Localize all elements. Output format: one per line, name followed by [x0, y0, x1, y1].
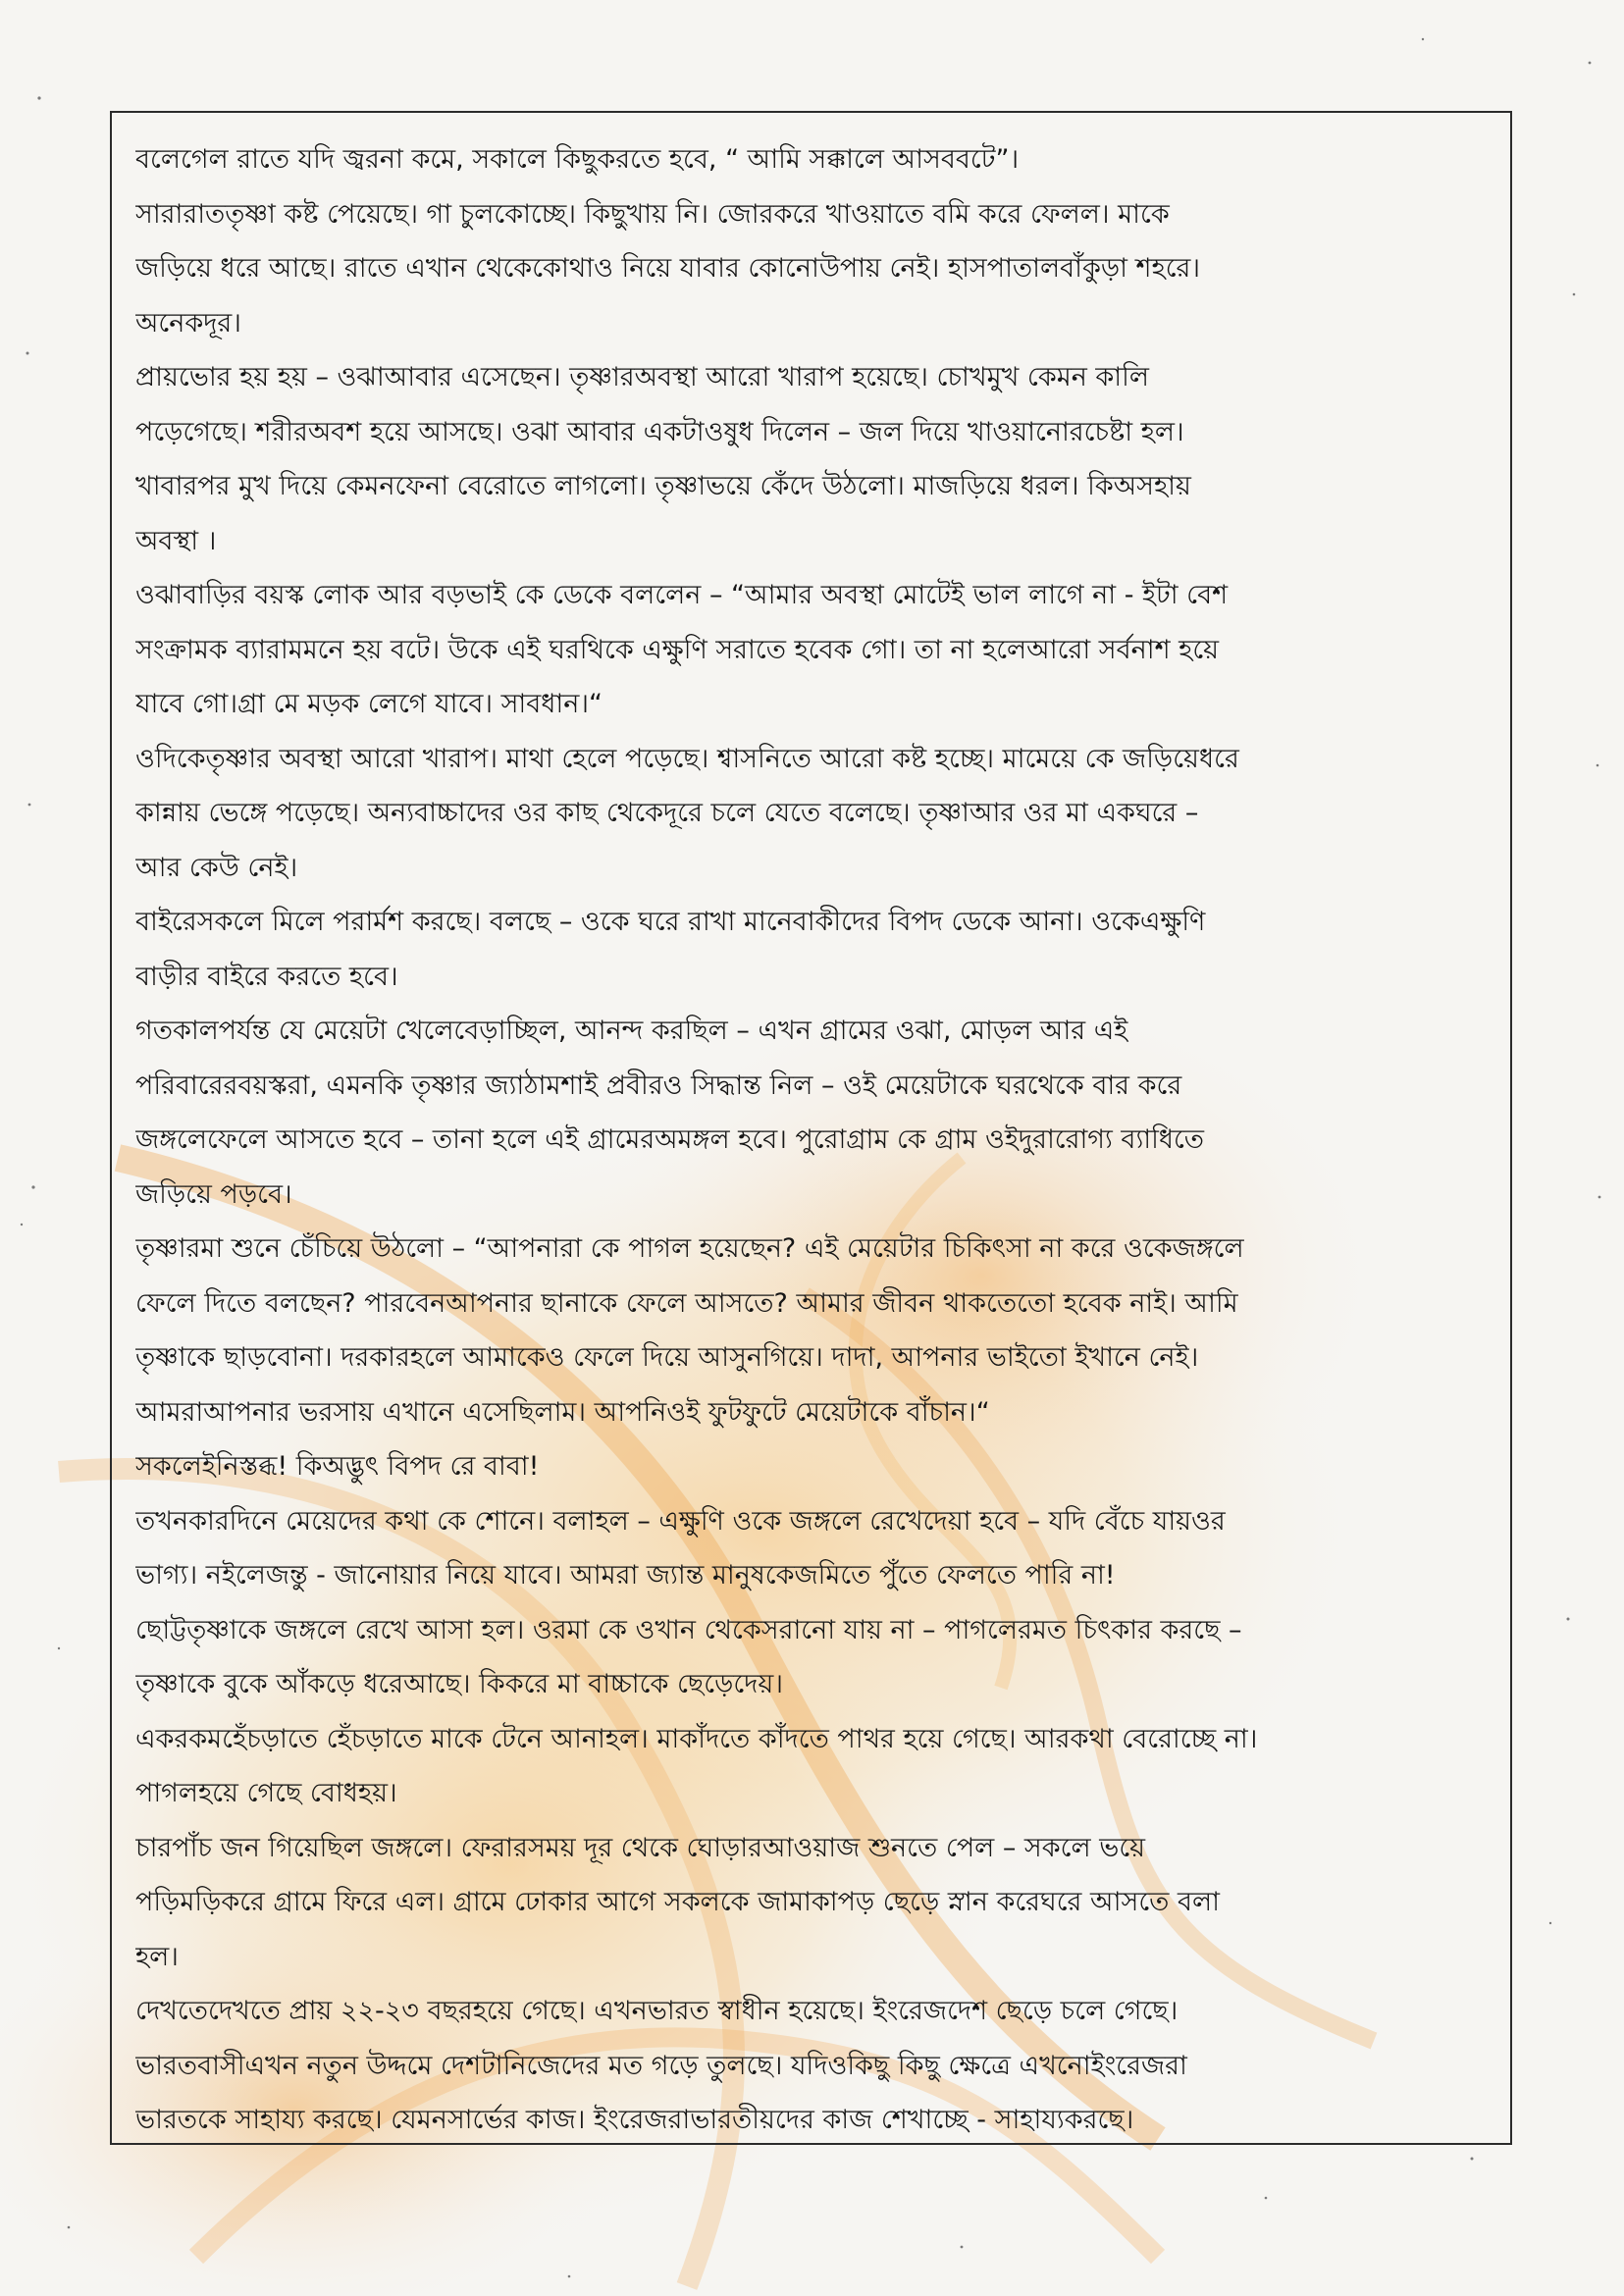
text-line-1: বলেগেল রাতে যদি জ্বরনা কমে, সকালে কিছুকরতে হবে, “ আমি সক্কালে আসববটে”। [135, 144, 1020, 175]
text-line-16: বাড়ীর বাইরে করতে হবে। [135, 961, 398, 992]
text-line-12: ওদিকেতৃষ্ণার অবস্থা আরো খারাপ। মাথা হেলে পড়েছে। শ্বাসনিতে আরো কষ্ট হচ্ছে। মামেয়ে কে জড়িয়েধরে [135, 743, 1239, 774]
text-line-32: চারপাঁচ জন গিয়েছিল জঙ্গলে। ফেরারসময় দূর থেকে ঘোড়ারআওয়াজ শুনতে পেল – সকলে ভয়ে [135, 1832, 1146, 1863]
text-line-4: অনেকদূর। [135, 307, 241, 339]
text-line-3: জড়িয়ে ধরে আছে। রাতে এখান থেকেকোথাও নিয়ে যাবার কোনোউপায় নেই। হাসপাতালবাঁকুড়া শহরে। [135, 253, 1201, 284]
text-line-14: আর কেউ নেই। [135, 852, 298, 883]
text-line-21: তৃষ্ণারমা শুনে চেঁচিয়ে উঠলো – “আপনারা কে পাগল হয়েছেন? এই মেয়েটার চিকিৎসা না করে ওকেজঙ্গলে [135, 1233, 1244, 1264]
text-line-13: কান্নায় ভেঙ্গে পড়েছে। অন্যবাচ্চাদের ওর কাছ থেকেদূরে চলে যেতে বলেছে। তৃষ্ণাআর ওর মা একঘরে – [135, 798, 1199, 828]
text-line-5: প্রায়ভোর হয় হয় – ওঝাআবার এসেছেন। তৃষ্ণারঅবস্থা আরো খারাপ হয়েছে। চোখমুখ কেমন কালি [135, 362, 1149, 392]
text-line-26: তখনকারদিনে মেয়েদের কথা কে শোনে। বলাহল – এক্ষুণি ওকে জঙ্গলে রেখেদেয়া হবে – যদি বেঁচে যায়ওর [135, 1505, 1226, 1537]
text-line-36: ভারতবাসীএখন নতুন উদ্দমে দেশটানিজেদের মত গড়ে তুলছে। যদিওকিছু কিছু ক্ষেত্রে এখনোইংরেজরা [135, 2050, 1187, 2081]
text-line-6: পড়েগেছে। শরীরঅবশ হয়ে আসছে। ওঝা আবার একটাওষুধ দিলেন – জল দিয়ে খাওয়ানোরচেষ্টা হল। [135, 416, 1184, 447]
text-line-28: ছোট্টতৃষ্ণাকে জঙ্গলে রেখে আসা হল। ওরমা কে ওখান থেকেসরানো যায় না – পাগলেরমত চিৎকার করছে – [135, 1614, 1242, 1645]
text-line-2: সারারাততৃষ্ণা কষ্ট পেয়েছে। গা চুলকোচ্ছে। কিছুখায় নি। জোরকরে খাওয়াতে বমি করে ফেলল। মাকে [135, 198, 1170, 230]
text-line-25: সকলেইনিস্তব্ধ! কিঅদ্ভুৎ বিপদ রে বাবা! [135, 1451, 540, 1482]
text-line-23: তৃষ্ণাকে ছাড়বোনা। দরকারহলে আমাকেও ফেলে দিয়ে আসুনগিয়ে। দাদা, আপনার ভাইতো ইখানে নেই। [135, 1342, 1199, 1373]
text-frame [110, 111, 1512, 2145]
text-line-18: পরিবারেরবয়স্করা, এমনকি তৃষ্ণার জ্যাঠামশাই প্রবীরও সিদ্ধান্ত নিল – ওই মেয়েটাকে ঘরথেকে বার করে [135, 1070, 1182, 1101]
text-line-27: ভাগ্য। নইলেজন্তু - জানোয়ার নিয়ে যাবে। আমরা জ্যান্ত মানুষকেজমিতে পুঁতে ফেলতে পারি না! [135, 1560, 1116, 1591]
text-line-9: ওঝাবাড়ির বয়স্ক লোক আর বড়ভাই কে ডেকে বললেন – “আমার অবস্থা মোটেই ভাল লাগে না - ইটা বেশ [135, 580, 1229, 610]
text-line-20: জড়িয়ে পড়বে। [135, 1178, 292, 1210]
text-line-24: আমরাআপনার ভরসায় এখানে এসেছিলাম। আপনিওই ফুটফুটে মেয়েটাকে বাঁচান।“ [135, 1396, 990, 1428]
text-line-33: পড়িমড়িকরে গ্রামে ফিরে এল। গ্রামে ঢোকার আগে সকলকে জামাকাপড় ছেড়ে স্নান করেঘরে আসতে বলা [135, 1887, 1220, 1917]
text-line-19: জঙ্গলেফেলে আসতে হবে – তানা হলে এই গ্রামেরঅমঙ্গল হবে। পুরোগ্রাম কে গ্রাম ওইদুরারোগ্য ব্যাধিতে [135, 1124, 1205, 1155]
text-line-31: পাগলহয়ে গেছে বোধহয়। [135, 1778, 397, 1808]
text-line-22: ফেলে দিতে বলছেন? পারবেনআপনার ছানাকে ফেলে আসতে? আমার জীবন থাকতেতো হবেক নাই। আমি [135, 1287, 1238, 1319]
text-line-34: হল। [135, 1941, 179, 1972]
text-line-35: দেখতেদেখতে প্রায় ২২-২৩ বছরহয়ে গেছে। এখনভারত স্বাধীন হয়েছে। ইংরেজদেশ ছেড়ে চলে গেছে। [135, 1996, 1179, 2026]
text-line-8: অবস্থা । [135, 525, 217, 556]
text-line-10: সংক্রামক ব্যারামমনে হয় বটে। উকে এই ঘরথিকে এক্ষুণি সরাতে হবেক গো। তা না হলেআরো সর্বনাশ হয়ে [135, 634, 1220, 665]
text-line-11: যাবে গো।গ্রা মে মড়ক লেগে যাবে। সাবধান।“ [135, 689, 602, 719]
text-line-15: বাইরেসকলে মিলে পরার্মশ করছে। বলছে – ওকে ঘরে রাখা মানেবাকীদের বিপদ ডেকে আনা। ওকেএক্ষুণি [135, 907, 1206, 937]
text-line-30: একরকমহেঁচড়াতে হেঁচড়াতে মাকে টেনে আনাহল। মাকাঁদতে কাঁদতে পাথর হয়ে গেছে। আরকথা বেরোচ্ছে না। [135, 1723, 1258, 1754]
text-line-17: গতকালপর্যন্ত যে মেয়েটা খেলেবেড়াচ্ছিল, আনন্দ করছিল – এখন গ্রামের ওঝা, মোড়ল আর এই [135, 1016, 1128, 1046]
text-line-29: তৃষ্ণাকে বুকে আঁকড়ে ধরেআছে। কিকরে মা বাচ্চাকে ছেড়েদেয়। [135, 1669, 783, 1699]
text-line-7: খাবারপর মুখ দিয়ে কেমনফেনা বেরোতে লাগলো। তৃষ্ণাভয়ে কেঁদে উঠলো। মাজড়িয়ে ধরল। কিঅসহায় [135, 471, 1191, 501]
text-line-37: ভারতকে সাহায্য করছে। যেমনসার্ভের কাজ। ইংরেজরাভারতীয়দের কাজ শেখাচ্ছে - সাহায্যকরছে। [135, 2105, 1134, 2135]
